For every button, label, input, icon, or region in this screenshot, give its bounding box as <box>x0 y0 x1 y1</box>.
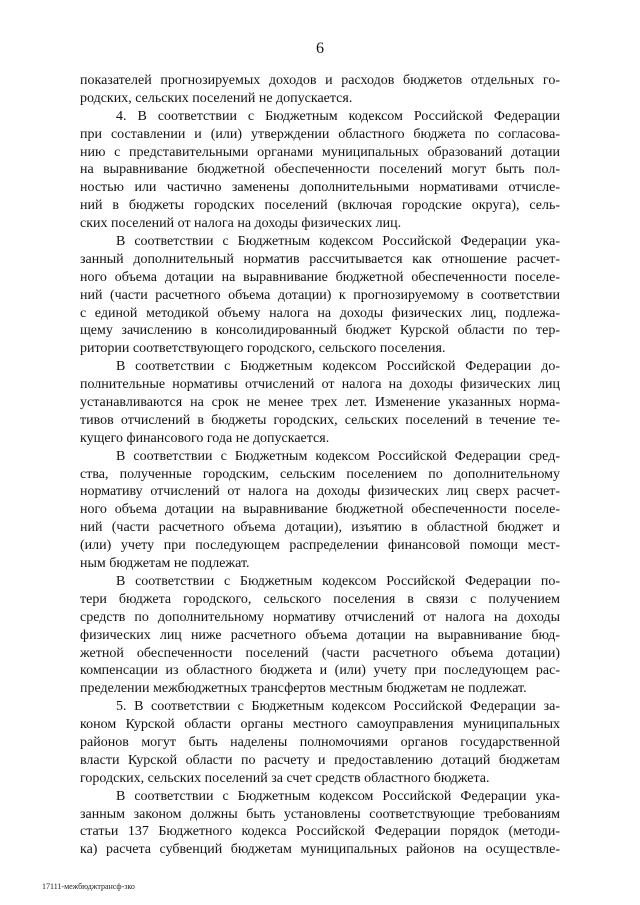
text-line: коном Курской области органы местного самоуправления муниципальных <box>80 717 560 733</box>
text-line: кущего финансового года не допускается. <box>80 430 330 446</box>
text-line: В соответствии с Бюджетным кодексом Российской Федерации сред- <box>116 448 560 464</box>
text-line: жетной обеспеченности поселений (части расчетного объема дотации) <box>80 645 560 661</box>
text-line: ства, полученные городским, сельским поселением по дополнительному <box>80 466 560 482</box>
text-line: ний (части расчетного объема дотации) к прогнозируемому в соответствии <box>80 287 560 303</box>
text-line: В соответствии с Бюджетным кодексом Российской Федерации до- <box>116 359 560 375</box>
text-line: на выравнивание бюджетной обеспеченности поселений могут быть пол- <box>80 162 560 178</box>
text-line: средств по дополнительному нормативу отчислений от налога на доходы <box>80 609 560 625</box>
text-line: физических лиц ниже расчетного объема дотации на выравнивание бюд- <box>80 627 560 643</box>
text-line: показателей прогнозируемых доходов и расходов бюджетов отдельных го- <box>80 73 560 88</box>
text-line: ного объема дотации на выравнивание бюджетной обеспеченности поселе- <box>80 502 560 518</box>
text-line: полнительные нормативы отчислений от налога на доходы физических лиц <box>80 377 560 393</box>
text-line: ного объема дотации на выравнивание бюджетной обеспеченности поселе- <box>80 269 560 285</box>
text-line: занным законом должны быть установлены соответствующие требованиям <box>80 806 560 822</box>
text-line: районов могут быть наделены полномочиями органов государственной <box>80 734 560 750</box>
text-line: тивов отчислений в бюджеты городских, сельских поселений в течение те- <box>80 412 560 428</box>
text-line: власти Курской области по расчету и предоставлению дотаций бюджетам <box>80 752 560 768</box>
page-number: 6 <box>316 40 324 57</box>
text-line: устанавливаются на срок не менее трех лет. Изменение указанных норма- <box>80 395 560 411</box>
text-line: с единой методикой объему налога на доходы физических лиц, подлежа- <box>80 305 560 321</box>
text-line: нию с представительными органами муниципальных образований дотации <box>80 144 560 160</box>
text-line: при составлении и (или) утверждении областного бюджета по согласова- <box>80 126 560 142</box>
text-line: ских поселений от налога на доходы физических лиц. <box>80 216 402 232</box>
text-line: В соответствии с Бюджетным кодексом Российской Федерации ука- <box>116 788 560 804</box>
text-line: ным бюджетам не подлежат. <box>80 556 250 572</box>
text-line: городских, сельских поселений за счет средств областного бюджета. <box>80 770 490 786</box>
text-line: (или) учету при последующем распределении финансовой помощи мест- <box>80 538 560 554</box>
text-line: 5. В соответствии с Бюджетным кодексом Российской Федерации за- <box>116 699 560 715</box>
text-line: ний (части расчетного объема дотации), изъятию в областной бюджет и <box>80 520 560 536</box>
text-line: пределении межбюджетных трансфертов местным бюджетам не подлежат. <box>80 681 527 697</box>
document-body <box>80 72 560 859</box>
text-line: нормативу отчислений от налога на доходы физических лиц сверх расчет- <box>80 484 560 500</box>
text-line: статьи 137 Бюджетного кодекса Российской Федерации порядок (методи- <box>80 824 560 840</box>
text-line: родских, сельских поселений не допускается. <box>80 90 353 106</box>
text-line: В соответствии с Бюджетным кодексом Российской Федерации ука- <box>116 234 560 250</box>
document-footer: 17111-межбюджтрансф-зко <box>42 882 135 891</box>
text-line: тери бюджета городского, сельского поселения в связи с получением <box>80 591 560 607</box>
text-line: щему зачислению в консолидированный бюджет Курской области по тер- <box>80 323 560 339</box>
text-line: ка) расчета субвенций бюджетам муниципальных районов на осуществле- <box>80 842 560 858</box>
text-line: ритории соответствующего городского, сельского поселения. <box>80 341 446 357</box>
text-line: ностью или частично заменены дополнительными нормативами отчисле- <box>80 180 560 196</box>
text-line: 4. В соответствии с Бюджетным кодексом Российской Федерации <box>116 108 560 124</box>
text-line: В соответствии с Бюджетным кодексом Российской Федерации по- <box>116 573 560 589</box>
text-line: ний в бюджеты городских поселений (включая городские округа), сель- <box>80 198 560 214</box>
text-line: компенсации из областного бюджета и (или) учету при последующем рас- <box>80 663 560 679</box>
text-line: занный дополнительный норматив рассчитывается как отношение расчет- <box>80 251 560 267</box>
